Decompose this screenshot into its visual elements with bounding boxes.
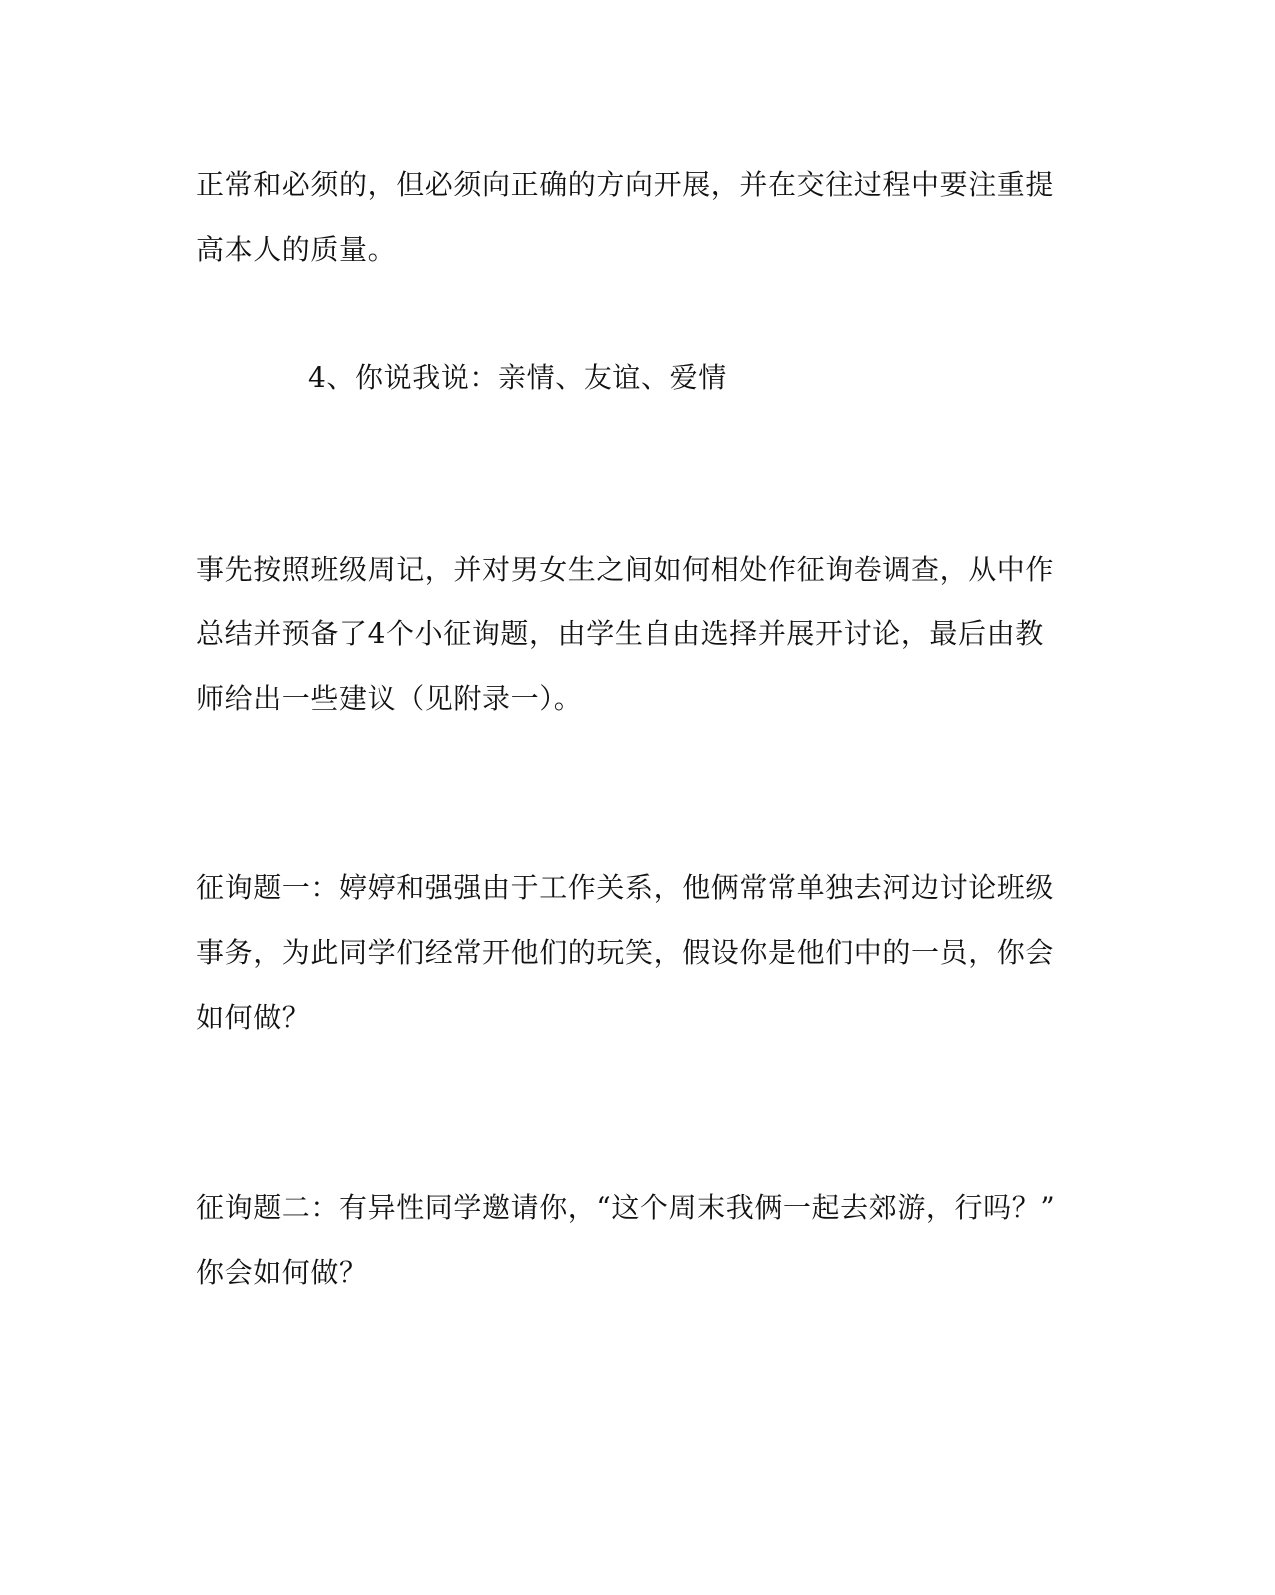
text-line: 征询题二：有异性同学邀请你，“这个周末我俩一起去郊游，行吗？” — [196, 1191, 1056, 1224]
text-line: 你会如何做？ — [196, 1256, 368, 1289]
text-line: 征询题一：婷婷和强强由于工作关系，他俩常常单独去河边讨论班级 — [196, 871, 1055, 904]
text-line: 事务，为此同学们经常开他们的玩笑，假设你是他们中的一员，你会 — [196, 936, 1055, 969]
text-line: 正常和必须的，但必须向正确的方向开展，并在交往过程中要注重提 — [196, 168, 1055, 201]
section-heading: 4、你说我说：亲情、友谊、爱情 — [308, 361, 727, 394]
text-line: 高本人的质量。 — [196, 233, 397, 266]
text-line: 如何做？ — [196, 1001, 311, 1034]
text-line: 事先按照班级周记，并对男女生之间如何相处作征询卷调查，从中作 — [196, 553, 1055, 586]
text-line: 总结并预备了4个小征询题，由学生自由选择并展开讨论，最后由教 — [196, 617, 1044, 650]
text-line: 师给出一些建议（见附录一）。 — [196, 682, 583, 715]
